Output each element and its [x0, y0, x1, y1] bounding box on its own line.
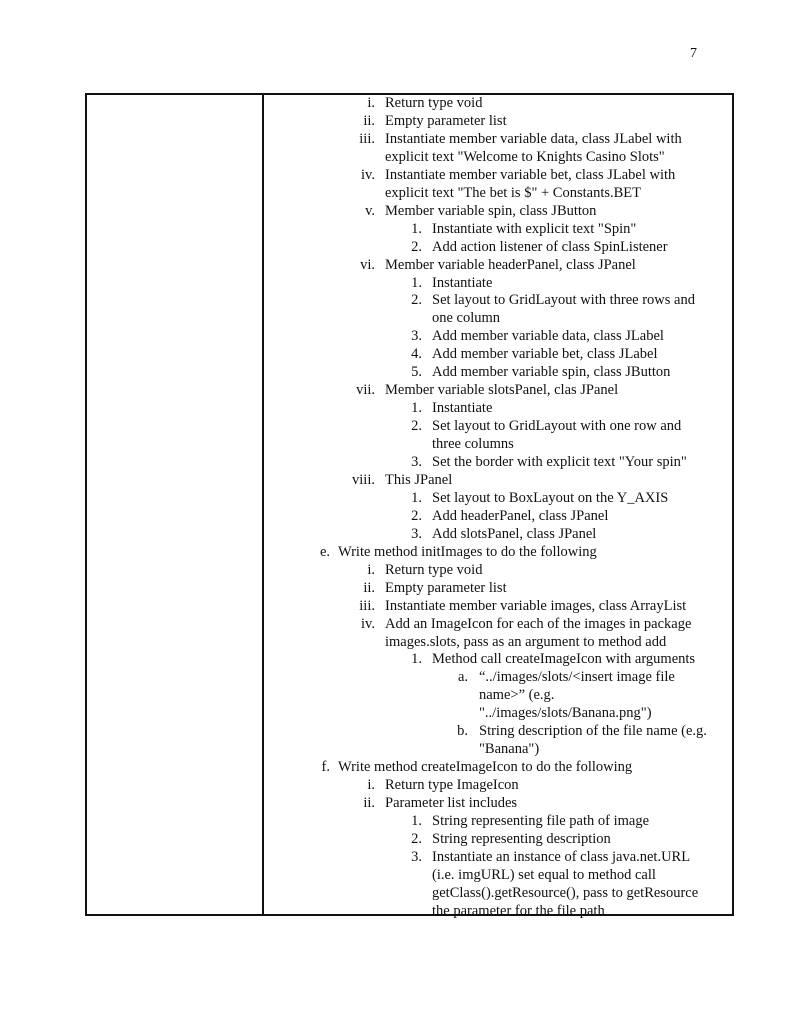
- list-marker: vii.: [356, 382, 375, 399]
- outline-item-text: String description of the file name (e.g.: [479, 723, 707, 740]
- outline-item-text: one column: [432, 310, 501, 327]
- list-marker: 2.: [411, 292, 422, 309]
- list-marker: 2.: [411, 238, 422, 255]
- list-marker: 1.: [411, 274, 422, 291]
- outline-item-text: "../images/slots/Banana.png"): [479, 705, 652, 722]
- outline-item-text: Add an ImageIcon for each of the images in package: [385, 615, 692, 632]
- list-marker: b.: [457, 723, 468, 740]
- list-marker: 1.: [411, 400, 422, 417]
- outline-item-text: Add member variable spin, class JButton: [432, 364, 671, 381]
- list-marker: 4.: [411, 346, 422, 363]
- outline-item-text: String representing description: [432, 830, 611, 847]
- outline-item-text: Add slotsPanel, class JPanel: [432, 525, 597, 542]
- list-marker: iv.: [361, 615, 375, 632]
- outline-item-text: three columns: [432, 436, 514, 453]
- outline-item-text: Member variable spin, class JButton: [385, 202, 597, 219]
- list-marker: 1.: [411, 220, 422, 237]
- outline-item-text: Instantiate: [432, 400, 493, 417]
- outline-item-text: Return type ImageIcon: [385, 777, 519, 794]
- list-marker: 2.: [411, 418, 422, 435]
- list-marker: ii.: [363, 579, 375, 596]
- list-marker: 3.: [411, 454, 422, 470]
- outline-item-text: This JPanel: [385, 471, 453, 488]
- outline-item-text: Instantiate member variable data, class JLabel with: [385, 130, 682, 147]
- outline-item-text: Add member variable bet, class JLabel: [432, 346, 658, 363]
- outline-item-text: explicit text "Welcome to Knights Casino Slots": [385, 148, 665, 165]
- outline-item-text: Return type void: [385, 561, 483, 578]
- outline-item-text: Set layout to GridLayout with three rows and: [432, 292, 695, 309]
- list-marker: v.: [365, 202, 375, 219]
- page-number: 7: [690, 46, 697, 61]
- outline-item-text: Set layout to BoxLayout on the Y_AXIS: [432, 489, 669, 506]
- outline-item-text: Member variable slotsPanel, clas JPanel: [385, 382, 619, 399]
- column-divider: [262, 95, 264, 914]
- list-marker: iii.: [359, 130, 375, 147]
- outline-item-text: Instantiate: [432, 274, 493, 291]
- outline-item-text: Instantiate with explicit text "Spin": [432, 220, 637, 237]
- list-marker: 5.: [411, 364, 422, 381]
- outline-item-text: explicit text "The bet is $" + Constants.BET: [385, 184, 642, 201]
- outline-item-text: String representing file path of image: [432, 813, 650, 829]
- list-marker: vi.: [360, 256, 375, 273]
- outline-item-text: images.slots, pass as an argument to method add: [385, 633, 667, 650]
- outline-item-text: Write method initImages to do the following: [338, 543, 597, 560]
- list-marker: 2.: [411, 507, 422, 524]
- outline-item-text: "Banana"): [479, 741, 540, 758]
- list-marker: 3.: [411, 328, 422, 345]
- outline-item-text: (i.e. imgURL) set equal to method call: [432, 866, 656, 883]
- list-marker: 1.: [411, 813, 422, 829]
- list-marker: 1.: [411, 651, 422, 668]
- outline-item-text: Instantiate member variable images, class ArrayList: [385, 597, 687, 614]
- outline-item-text: Empty parameter list: [385, 579, 507, 596]
- outline-item-text: Set layout to GridLayout with one row and: [432, 418, 682, 435]
- outline-item-text: Return type void: [385, 95, 483, 111]
- outline-item-text: Method call createImageIcon with arguments: [432, 651, 696, 668]
- outline-item-text: Add member variable data, class JLabel: [432, 328, 664, 345]
- list-marker: ii.: [363, 795, 375, 812]
- outline-item-text: Member variable headerPanel, class JPanel: [385, 256, 636, 273]
- list-marker: a.: [457, 669, 468, 686]
- list-marker: i.: [367, 95, 375, 111]
- outline-item-text: Write method createImageIcon to do the following: [338, 759, 633, 776]
- list-marker: i.: [367, 777, 375, 794]
- list-marker: viii.: [352, 471, 375, 488]
- outline-item-text: Instantiate member variable bet, class JLabel with: [385, 166, 676, 183]
- list-marker: 2.: [411, 830, 422, 847]
- outline-item-text: the parameter for the file path: [432, 902, 605, 919]
- list-marker: iv.: [361, 166, 375, 183]
- outline-item-text: Parameter list includes: [385, 795, 518, 812]
- list-marker: f.: [321, 759, 330, 776]
- outline-item-text: name>” (e.g.: [479, 687, 555, 704]
- outline-item-text: “../images/slots/<insert image file: [479, 669, 675, 686]
- list-marker: i.: [367, 561, 375, 578]
- outline-item-text: Add action listener of class SpinListener: [432, 238, 668, 255]
- outline-item-text: Instantiate an instance of class java.net.URL: [432, 848, 691, 865]
- list-marker: 3.: [411, 848, 422, 865]
- outline-item-text: getClass().getResource(), pass to getResource: [432, 884, 699, 901]
- list-marker: e.: [319, 543, 330, 560]
- list-marker: iii.: [359, 597, 375, 614]
- outline-item-text: Set the border with explicit text "Your spin": [432, 454, 687, 470]
- list-marker: 3.: [411, 525, 422, 542]
- list-marker: ii.: [363, 112, 375, 129]
- outline-item-text: Empty parameter list: [385, 112, 507, 129]
- list-marker: 1.: [411, 489, 422, 506]
- outline-item-text: Add headerPanel, class JPanel: [432, 507, 609, 524]
